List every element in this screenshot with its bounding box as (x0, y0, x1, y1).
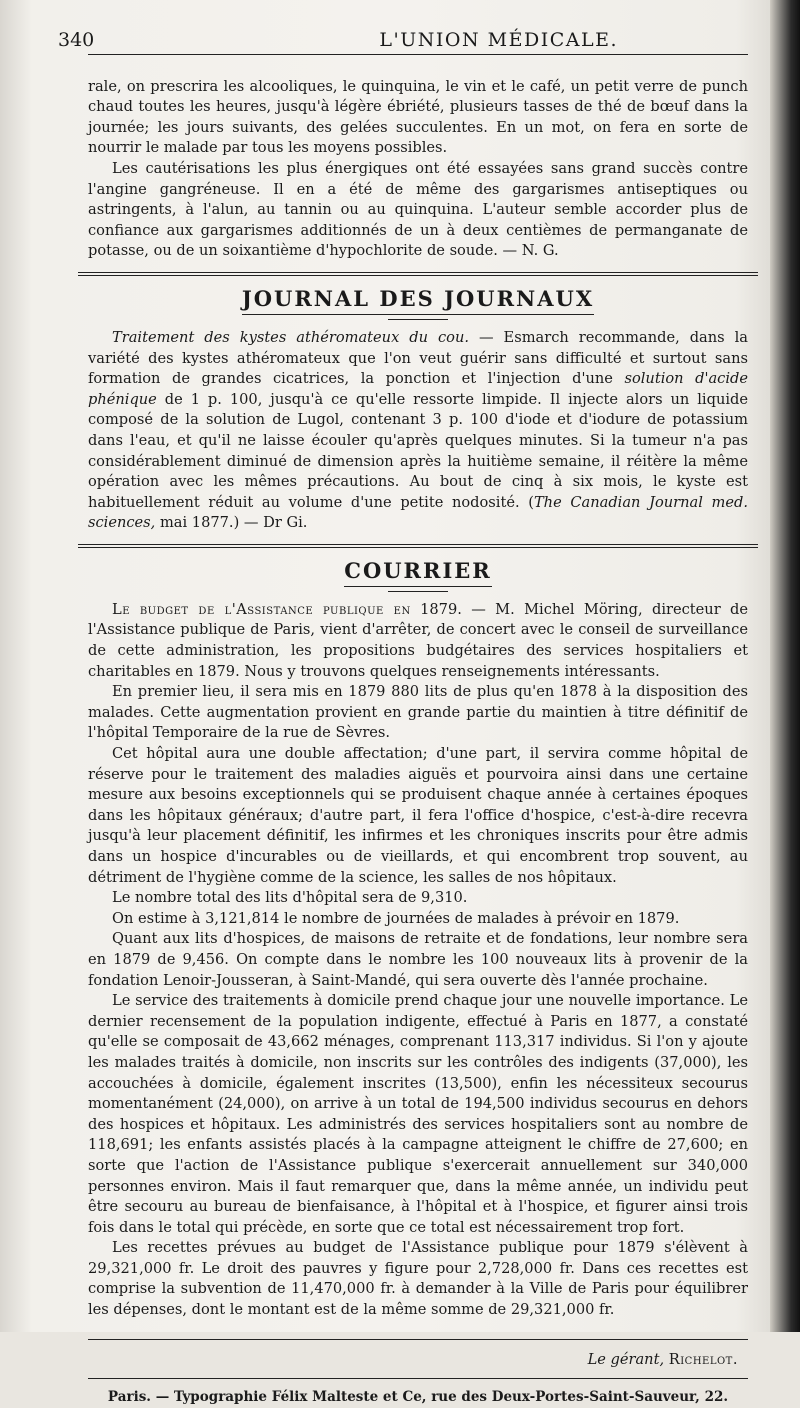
courrier-paragraph: Le nombre total des lits d'hôpital sera de 9,310. (112, 889, 468, 907)
courrier-paragraph: En premier lieu, il sera mis en 1879 880 lits de plus qu'en 1878 à la disposition des malades. Cette augmentation provient en grande partie du maintien à titre définitif de l'hôpital Temporaire de la rue de Sèvres. (88, 683, 748, 742)
text-column (58, 29, 748, 1408)
running-header (58, 29, 748, 55)
page-binding-edge (770, 0, 800, 1332)
gerant-label: Le gérant, (587, 1350, 665, 1368)
page-number: 340 (58, 29, 95, 51)
courrier-paragraph: On estime à 3,121,814 le nombre de journées de malades à prévoir en 1879. (112, 909, 680, 927)
lead-heading: Le budget de l'Assistance publique en (112, 600, 411, 618)
courrier-paragraph: Quant aux lits d'hospices, de maisons de retraite et de fondations, leur nombre sera en 1879 de 9,456. On compte dans le nombre les 100 nouveaux lits à provenir de la fondation Lenoir-Jousseran, à Saint-Mandé, qui sera ouverte dès l'année prochaine. (88, 930, 748, 989)
section-divider (78, 272, 758, 276)
intro-paragraph-2: Les cautérisations les plus énergiques ont été essayées sans grand succès contre l'angine gangréneuse. Il en a été de même des gargarismes antiseptiques ou astringents, à l'alun, au tannin ou au quinquina. L'auteur semble accorder plus de confiance aux gargarismes additionnés de un à deux centièmes de permanganate de potasse, ou de un soixantième d'hypochlorite de soude. — N. G. (88, 159, 748, 260)
section-title-courrier: COURRIER (88, 558, 748, 587)
intro-paragraph-1: rale, on prescrira les alcooliques, le quinquina, le vin et le café, un petit verre de punch chaud toutes les heures, jusqu'à légère ébriété, plusieurs tasses de thé de bœuf dans la journée; les jours suivants, des gelées succulentes. En un mot, on fera en sorte de nourrir le malade par tous les moyens possibles. (88, 77, 748, 157)
courrier-paragraph: Le service des traitements à domicile prend chaque jour une nouvelle importance. Le dernier recensement de la population indigente, effectué à Paris en 1877, a constaté qu'elle se composait de 43,662 ménages, comprenant 113,317 individus. Si l'on y ajoute les malades traités à domicile, non inscrits sur les contrôles des indigents (37,000), les accouchées à domicile, également inscrites (13,500), enfin les nécessiteux secourus momentanément (24,000), on arrive à un total de 194,500 individus secourus en dehors des hospices et hôpitaux. Les administrés des services hospitaliers sont au nombre de 118,691; les enfants assistés placés à la campagne atteignent le chiffre de 27,600; en sorte que l'action de l'Assistance publique s'exercerait annuellement sur 340,000 personnes environ. Mais il faut remarquer que, dans la même année, un individu peut être secouru au bureau de bienfaisance, à l'hôpital et à l'hospice, et figurer ainsi trois fois dans le total qui précède, en sorte que ce total est nécessairement trop fort. (88, 992, 748, 1236)
title-underline (388, 591, 448, 592)
title-underline (388, 319, 448, 320)
journal-article: Traitement des kystes athéromateux du cou. — Esmarch recommande, dans la variété des kystes athéromateux que l'on veut guérir sans difficulté et surtout sans formation de grandes cicatrices, la ponction et l'injection d'une solution d'acide phénique de 1 p. 100, jusqu'à ce qu'elle ressorte limpide. Il injecte alors un liquide composé de la solution de Lugol, contenant 3 p. 100 d'iode et d'iodure de potassium dans l'eau, et qu'il ne laisse écouler qu'après quelques minutes. Si la tumeur n'a pas considérablement diminué de dimension après la huitième semaine, il réitère la même opération avec les mêmes précautions. Au bout de cinq à six mois, le kyste est habituellement réduit au volume d'une petite nodosité. (The Canadian Journal med. sciences, mai 1877.) — Dr Gi. (88, 328, 748, 532)
courrier-paragraph: Les recettes prévues au budget de l'Assistance publique pour 1879 s'élèvent à 29,321,000 fr. Le droit des pauvres y figure pour 2,728,000 fr. Dans ces recettes est comprise la subvention de 11,470,000 fr. à demander à la Ville de Paris pour équilibrer les dépenses, dont le montant est de la même somme de 29,321,000 fr. (88, 1239, 748, 1319)
gerant-signature (88, 1339, 748, 1371)
article-title: Traitement des kystes athéromateux du cou. (112, 328, 470, 346)
section-divider (78, 544, 758, 548)
section-title-journal: JOURNAL DES JOURNAUX (88, 286, 748, 315)
courrier-paragraph: Cet hôpital aura une double affectation; d'une part, il servira comme hôpital de réserve pour le traitement des maladies aiguës et pourvoira ainsi dans une certaine mesure aux besoins exceptionnels qui se produisent chaque année à certaines époques dans les hôpitaux généraux; d'autre part, il fera l'office d'hospice, c'est-à-dire recevra jusqu'à leur placement définitif, les infirmes et les chroniques inscrits pour être admis dans un hospice d'incurables ou de vieillards, et qui encombrent trop souvent, au détriment de l'hygiène comme de la science, les salles de nos hôpitaux. (88, 745, 748, 886)
courrier-lead-paragraph: Le budget de l'Assistance publique en 1879. — M. Michel Möring, directeur de l'Assistance publique de Paris, vient d'arrêter, de concert avec le conseil de surveillance de cette administration, les propositions budgétaires des services hospitaliers et charitables en 1879. Nous y trouvons quelques renseignements intéressants. (88, 600, 748, 680)
printer-imprint: Paris. — Typographie Félix Malteste et Ce, rue des Deux-Portes-Saint-Sauveur, 22. (88, 1378, 748, 1408)
journal-title: L'UNION MÉDICALE. (379, 29, 618, 51)
gerant-name: Richelot. (668, 1350, 738, 1368)
article-source: The Canadian Journal med. sciences, (88, 493, 748, 532)
